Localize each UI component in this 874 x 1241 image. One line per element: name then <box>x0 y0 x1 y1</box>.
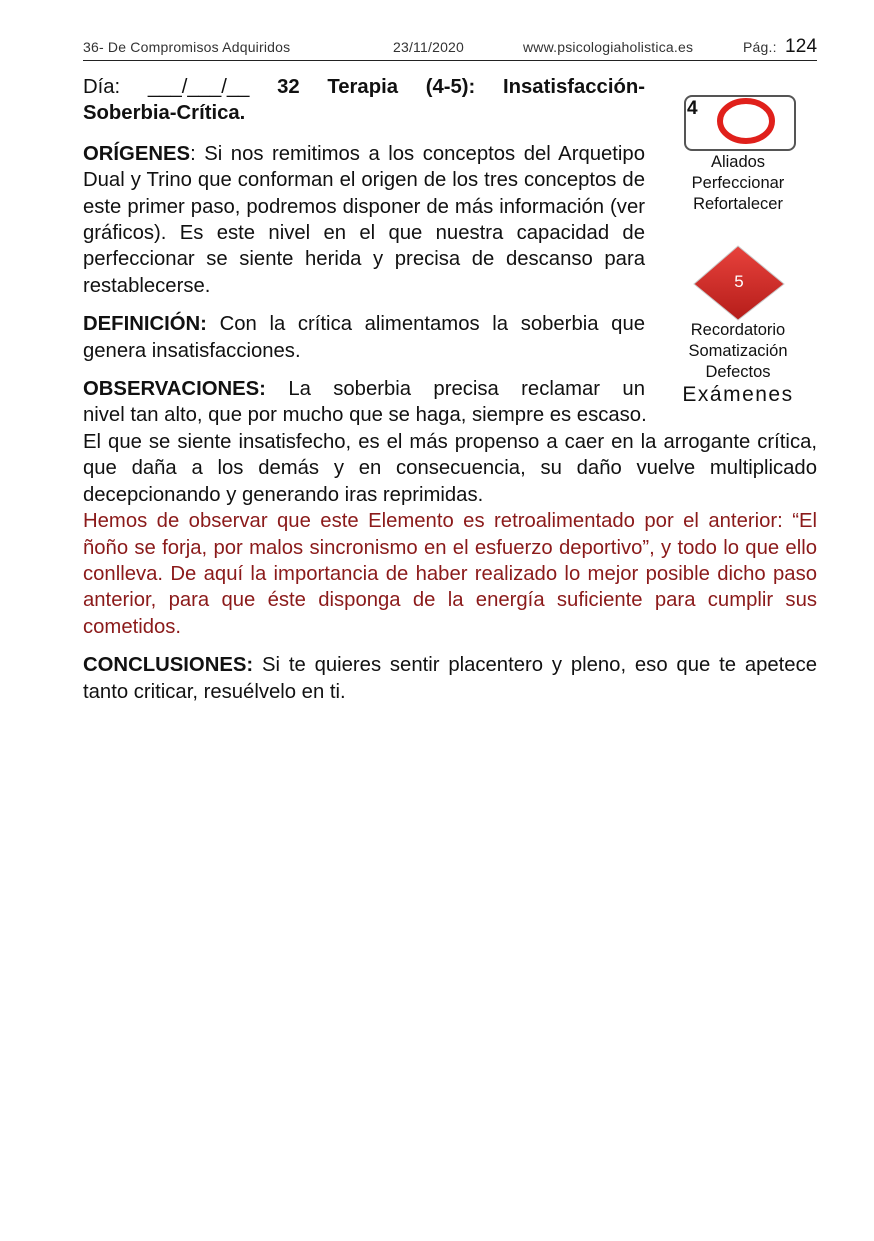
conclusiones-label: CONCLUSIONES: <box>83 654 254 677</box>
concept-figure <box>660 92 820 412</box>
diamond-5-label-4: Exámenes <box>682 383 794 406</box>
observaciones-paragraph-3: Hemos de observar que este Elemento es retroalimentado por el anterior: “El ñoño se forja, por malos sincronismo en el esfuerzo deportivo”, y todo lo que ello conlleva. De aquí la importancia de haber realizado lo mejor posible dicho paso anterior, para que éste disponga de la energía suficiente para cumplir sus cometidos. <box>83 510 817 638</box>
header-date: 23/11/2020 <box>393 39 465 55</box>
observaciones-paragraph-2: El que se siente insatisfecho, es el más propenso a caer en la arrogante crítica, que daña a los demás y en consecuencia, su daño vuelve multiplicado decepcionando y generando iras reprimidas. <box>83 430 817 506</box>
diamond-5-number: 5 <box>734 272 744 291</box>
header-chapter: 36- De Compromisos Adquiridos <box>83 39 291 55</box>
day-label: Día: <box>83 76 121 98</box>
definicion-paragraph <box>83 311 645 364</box>
diamond-5-graphic <box>660 240 820 330</box>
date-blanks: ___/___/__ <box>147 76 250 98</box>
diamond-5-label-3: Defectos <box>705 363 771 381</box>
box-4-label-3: Refortalecer <box>693 195 783 213</box>
header-website: www.psicologiaholistica.es <box>523 39 694 55</box>
title-line-2 <box>83 100 645 126</box>
conclusiones-text: Si te quieres sentir placentero y pleno, eso que te apetece tanto criticar, resuélvelo en ti. <box>83 654 817 703</box>
observaciones-text-1: La soberbia precisa reclamar un <box>265 378 645 401</box>
origenes-label: ORÍGENES <box>83 142 191 165</box>
definicion-label: DEFINICIÓN: <box>83 313 207 336</box>
origenes-paragraph <box>83 141 645 299</box>
diamond-5-label-1: Recordatorio <box>690 321 786 339</box>
box-4-label-1: Aliados <box>710 153 766 171</box>
title-heading-1: 32 Terapia (4-5): Insatisfacción- <box>277 76 645 98</box>
box-4-number: 4 <box>687 98 698 119</box>
title-heading-2: Soberbia-Crítica. <box>83 102 246 125</box>
diamond-5-label-2: Somatización <box>688 342 788 360</box>
definicion-text: Con la crítica alimentamos la soberbia que genera insatisfacciones. <box>83 313 645 362</box>
conclusiones-paragraph <box>83 652 817 705</box>
page-header <box>83 38 817 61</box>
header-page-label: Pág.: <box>743 39 777 55</box>
observaciones-line-1 <box>83 376 645 402</box>
observaciones-line-2: nivel tan alto, que por mucho que se haga, siempre es escaso. <box>83 404 647 427</box>
box-4-label-2: Perfeccionar <box>691 174 785 192</box>
origenes-text: : Si nos remitimos a los conceptos del Arquetipo Dual y Trino que conforman el origen de los tres conceptos de este primer paso, podremos disponer de más información (ver gráficos). Es este nivel en el que nuestra capacidad de perfeccionar se siente herida y precisa de descanso para restablecerse. <box>83 142 645 297</box>
header-page-number: 124 <box>785 36 818 57</box>
title-line-1 <box>83 74 645 100</box>
observaciones-label: OBSERVACIONES: <box>83 378 266 401</box>
